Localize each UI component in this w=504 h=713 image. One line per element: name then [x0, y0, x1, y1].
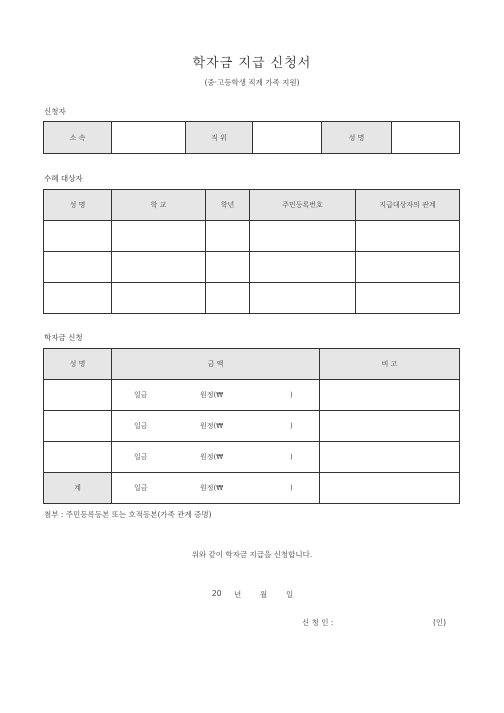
date-year-unit: 년 — [234, 590, 242, 599]
table-row — [44, 221, 460, 252]
table-row — [44, 283, 460, 314]
tuition-name-cell[interactable] — [44, 380, 112, 411]
beneficiary-header-school: 학 교 — [112, 190, 206, 221]
date-year[interactable]: 20 — [212, 589, 222, 598]
applicant-position-cell[interactable] — [253, 122, 322, 154]
tuition-name-cell[interactable] — [44, 411, 112, 442]
beneficiary-relationship-cell[interactable] — [356, 252, 460, 283]
beneficiary-table — [43, 189, 460, 314]
tuition-header-amount: 금 액 — [112, 349, 320, 380]
amount-close: ) — [290, 453, 293, 461]
beneficiary-school-cell[interactable] — [112, 283, 206, 314]
amount-close: ) — [290, 484, 293, 492]
table-row — [44, 252, 460, 283]
date-month-unit: 월 — [260, 590, 268, 599]
tuition-header-remarks: 비 고 — [320, 349, 460, 380]
table-row — [44, 442, 460, 473]
application-statement: 위와 같이 학자금 지급을 신청합니다. — [191, 550, 313, 559]
document-title: 학자금 지급 신청서 — [192, 56, 312, 71]
beneficiary-relationship-cell[interactable] — [356, 283, 460, 314]
applicant-signature-label: 신 청 인 : — [302, 618, 334, 627]
applicant-section-label: 신청자 — [44, 107, 66, 116]
tuition-amount-cell[interactable] — [112, 380, 320, 411]
document-subtitle: (중·고등학생 직계 가족 지원) — [204, 78, 300, 87]
applicant-table — [43, 121, 460, 154]
attachment-note: 첨부 : 주민등록등본 또는 호적등본(가족 관계 증명) — [44, 510, 212, 519]
applicant-affiliation-cell[interactable] — [112, 122, 186, 154]
table-row — [44, 411, 460, 442]
amount-prefix: 일금 — [134, 453, 148, 461]
beneficiary-name-cell[interactable] — [44, 221, 112, 252]
beneficiary-name-cell[interactable] — [44, 252, 112, 283]
applicant-header-name: 성 명 — [322, 122, 392, 154]
amount-prefix: 일금 — [134, 422, 148, 430]
seal-mark: (인) — [433, 618, 447, 627]
beneficiary-header-name: 성 명 — [44, 190, 112, 221]
beneficiary-header-relationship: 지급대상자의 관계 — [356, 190, 460, 221]
tuition-header-name: 성 명 — [44, 349, 112, 380]
date-day-unit: 일 — [286, 590, 294, 599]
applicant-header-affiliation: 소 속 — [44, 122, 112, 154]
amount-prefix: 일금 — [134, 484, 148, 492]
beneficiary-resident-number-cell[interactable] — [250, 221, 356, 252]
beneficiary-resident-number-cell[interactable] — [250, 283, 356, 314]
amount-unit: 원정(₩ — [200, 422, 224, 430]
beneficiary-grade-cell[interactable] — [206, 252, 250, 283]
applicant-header-position: 직 위 — [186, 122, 253, 154]
beneficiary-school-cell[interactable] — [112, 221, 206, 252]
tuition-section-label: 학자금 신청 — [44, 333, 83, 342]
beneficiary-school-cell[interactable] — [112, 252, 206, 283]
tuition-total-amount-cell[interactable] — [112, 473, 320, 504]
table-row — [44, 473, 460, 504]
amount-close: ) — [290, 391, 293, 399]
beneficiary-resident-number-cell[interactable] — [250, 252, 356, 283]
beneficiary-name-cell[interactable] — [44, 283, 112, 314]
amount-prefix: 일금 — [134, 391, 148, 399]
tuition-amount-cell[interactable] — [112, 411, 320, 442]
beneficiary-header-resident-number: 주민등록번호 — [250, 190, 356, 221]
beneficiary-grade-cell[interactable] — [206, 221, 250, 252]
applicant-name-cell[interactable] — [392, 122, 460, 154]
tuition-remarks-cell[interactable] — [320, 442, 460, 473]
amount-unit: 원정(₩ — [200, 453, 224, 461]
beneficiary-grade-cell[interactable] — [206, 283, 250, 314]
tuition-table — [43, 348, 460, 504]
tuition-amount-cell[interactable] — [112, 442, 320, 473]
beneficiary-section-label: 수혜 대상자 — [44, 174, 83, 183]
beneficiary-relationship-cell[interactable] — [356, 221, 460, 252]
beneficiary-header-grade: 학년 — [206, 190, 250, 221]
table-row — [44, 380, 460, 411]
amount-unit: 원정(₩ — [200, 391, 224, 399]
tuition-total-remarks-cell[interactable] — [320, 473, 460, 504]
amount-unit: 원정(₩ — [200, 484, 224, 492]
tuition-total-label: 계 — [44, 473, 112, 504]
tuition-name-cell[interactable] — [44, 442, 112, 473]
amount-close: ) — [290, 422, 293, 430]
tuition-remarks-cell[interactable] — [320, 380, 460, 411]
tuition-remarks-cell[interactable] — [320, 411, 460, 442]
